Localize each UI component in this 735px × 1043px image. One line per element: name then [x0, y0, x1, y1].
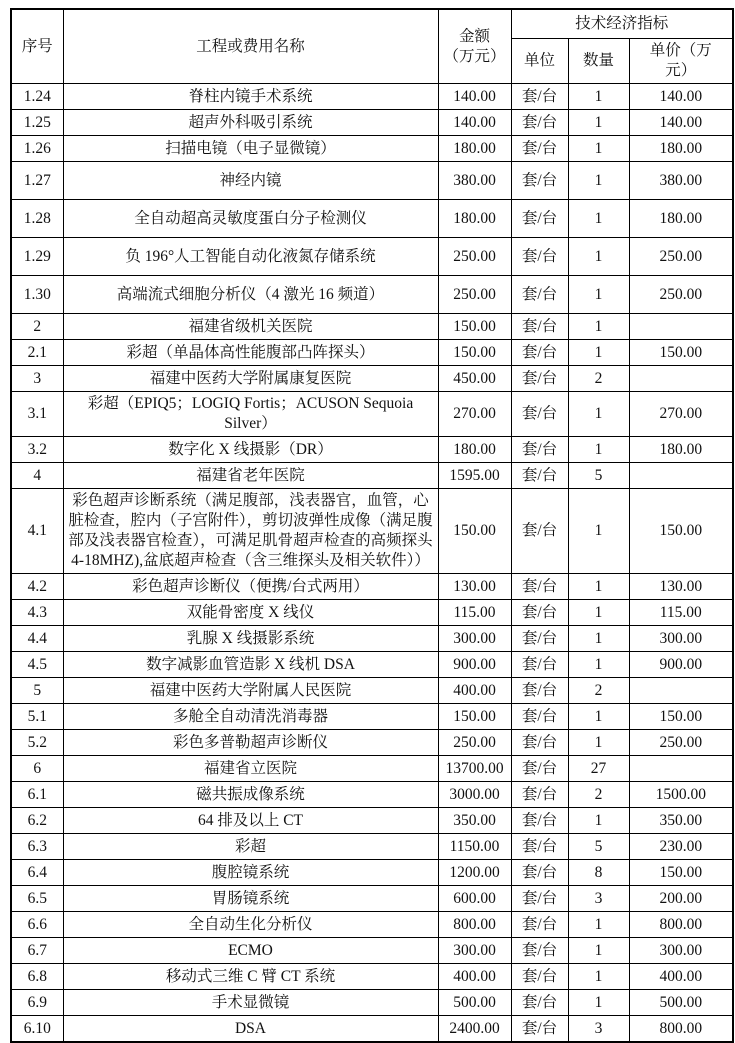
row-serial: 5.1 — [11, 704, 63, 730]
row-unit: 套/台 — [511, 808, 568, 834]
col-header-amount — [438, 9, 511, 84]
row-price: 140.00 — [629, 84, 733, 110]
row-name: 彩超（单晶体高性能腹部凸阵探头） — [63, 340, 438, 366]
row-qty: 1 — [568, 162, 629, 200]
row-name: 腹腔镜系统 — [63, 860, 438, 886]
table-row — [11, 110, 733, 136]
row-unit: 套/台 — [511, 84, 568, 110]
row-price — [629, 678, 733, 704]
row-name: 磁共振成像系统 — [63, 782, 438, 808]
row-serial: 6.2 — [11, 808, 63, 834]
row-unit: 套/台 — [511, 990, 568, 1016]
table-row — [11, 276, 733, 314]
row-price: 900.00 — [629, 652, 733, 678]
row-name: 手术显微镜 — [63, 990, 438, 1016]
row-name: 彩色超声诊断仪（便携/台式两用） — [63, 574, 438, 600]
row-name: 脊柱内镜手术系统 — [63, 84, 438, 110]
row-qty: 1 — [568, 938, 629, 964]
col-header-name: 工程或费用名称 — [63, 9, 438, 84]
row-unit: 套/台 — [511, 392, 568, 437]
row-amount: 1200.00 — [438, 860, 511, 886]
row-serial: 5 — [11, 678, 63, 704]
table-row — [11, 756, 733, 782]
row-serial: 4 — [11, 463, 63, 489]
row-qty: 1 — [568, 704, 629, 730]
row-name: 彩色多普勒超声诊断仪 — [63, 730, 438, 756]
row-serial: 6.9 — [11, 990, 63, 1016]
row-serial: 6.7 — [11, 938, 63, 964]
row-name: 福建中医药大学附属康复医院 — [63, 366, 438, 392]
row-amount: 150.00 — [438, 314, 511, 340]
table-row — [11, 964, 733, 990]
row-amount: 2400.00 — [438, 1016, 511, 1043]
table-row — [11, 730, 733, 756]
row-amount: 115.00 — [438, 600, 511, 626]
row-amount: 380.00 — [438, 162, 511, 200]
table-header — [11, 9, 733, 84]
row-price: 150.00 — [629, 704, 733, 730]
row-name: DSA — [63, 1016, 438, 1043]
table-row — [11, 1016, 733, 1043]
row-amount: 900.00 — [438, 652, 511, 678]
table-row — [11, 463, 733, 489]
row-price: 250.00 — [629, 276, 733, 314]
row-serial: 6.3 — [11, 834, 63, 860]
row-name: 负 196°人工智能自动化液氮存储系统 — [63, 238, 438, 276]
row-amount: 180.00 — [438, 200, 511, 238]
row-amount: 400.00 — [438, 964, 511, 990]
row-amount: 800.00 — [438, 912, 511, 938]
col-header-price-line2: 元） — [665, 62, 697, 79]
row-unit: 套/台 — [511, 1016, 568, 1043]
row-unit: 套/台 — [511, 626, 568, 652]
row-unit: 套/台 — [511, 366, 568, 392]
table-row — [11, 678, 733, 704]
row-price: 150.00 — [629, 489, 733, 574]
row-unit: 套/台 — [511, 200, 568, 238]
row-qty: 1 — [568, 808, 629, 834]
row-qty: 1 — [568, 200, 629, 238]
row-name: 福建省老年医院 — [63, 463, 438, 489]
table-row — [11, 704, 733, 730]
row-qty: 1 — [568, 392, 629, 437]
table-row — [11, 834, 733, 860]
row-name: 胃肠镜系统 — [63, 886, 438, 912]
row-name: 双能骨密度 X 线仪 — [63, 600, 438, 626]
row-qty: 1 — [568, 276, 629, 314]
row-price: 350.00 — [629, 808, 733, 834]
row-qty: 1 — [568, 437, 629, 463]
table-row — [11, 437, 733, 463]
row-serial: 2 — [11, 314, 63, 340]
row-name: 全自动超高灵敏度蛋白分子检测仪 — [63, 200, 438, 238]
row-serial: 3.2 — [11, 437, 63, 463]
row-qty: 1 — [568, 110, 629, 136]
row-qty: 1 — [568, 489, 629, 574]
row-price: 230.00 — [629, 834, 733, 860]
row-name: 高端流式细胞分析仪（4 激光 16 频道） — [63, 276, 438, 314]
row-qty: 1 — [568, 136, 629, 162]
row-unit: 套/台 — [511, 704, 568, 730]
row-qty: 1 — [568, 990, 629, 1016]
row-qty: 1 — [568, 314, 629, 340]
row-price: 380.00 — [629, 162, 733, 200]
row-amount: 150.00 — [438, 340, 511, 366]
row-qty: 3 — [568, 886, 629, 912]
row-qty: 1 — [568, 730, 629, 756]
row-price: 500.00 — [629, 990, 733, 1016]
col-header-group: 技术经济指标 — [511, 9, 733, 39]
row-amount: 3000.00 — [438, 782, 511, 808]
table-row — [11, 886, 733, 912]
row-amount: 13700.00 — [438, 756, 511, 782]
row-unit: 套/台 — [511, 652, 568, 678]
row-unit: 套/台 — [511, 110, 568, 136]
col-header-serial: 序号 — [11, 9, 63, 84]
table-row — [11, 808, 733, 834]
row-serial: 4.2 — [11, 574, 63, 600]
row-name: ECMO — [63, 938, 438, 964]
row-serial: 4.5 — [11, 652, 63, 678]
row-unit: 套/台 — [511, 489, 568, 574]
row-price: 800.00 — [629, 912, 733, 938]
row-serial: 6.8 — [11, 964, 63, 990]
row-qty: 1 — [568, 626, 629, 652]
row-name: 福建省立医院 — [63, 756, 438, 782]
row-serial: 3 — [11, 366, 63, 392]
row-qty: 1 — [568, 84, 629, 110]
row-serial: 6.4 — [11, 860, 63, 886]
row-amount: 250.00 — [438, 730, 511, 756]
row-amount: 150.00 — [438, 489, 511, 574]
row-unit: 套/台 — [511, 136, 568, 162]
row-unit: 套/台 — [511, 314, 568, 340]
row-price: 150.00 — [629, 860, 733, 886]
row-name: 福建省级机关医院 — [63, 314, 438, 340]
row-serial: 4.3 — [11, 600, 63, 626]
row-amount: 180.00 — [438, 136, 511, 162]
row-price: 140.00 — [629, 110, 733, 136]
row-price: 180.00 — [629, 136, 733, 162]
row-serial: 1.28 — [11, 200, 63, 238]
table-row — [11, 162, 733, 200]
row-amount: 140.00 — [438, 110, 511, 136]
row-qty: 2 — [568, 678, 629, 704]
table-row — [11, 84, 733, 110]
row-serial: 6.6 — [11, 912, 63, 938]
row-amount: 250.00 — [438, 238, 511, 276]
row-price: 250.00 — [629, 238, 733, 276]
row-price: 300.00 — [629, 626, 733, 652]
row-serial: 6.5 — [11, 886, 63, 912]
row-serial: 6.10 — [11, 1016, 63, 1043]
row-qty: 1 — [568, 574, 629, 600]
row-serial: 3.1 — [11, 392, 63, 437]
row-amount: 150.00 — [438, 704, 511, 730]
row-name: 扫描电镜（电子显微镜） — [63, 136, 438, 162]
row-amount: 300.00 — [438, 938, 511, 964]
table-body — [11, 84, 733, 1043]
col-header-amount-line1: 金额 — [458, 27, 490, 45]
table-row — [11, 782, 733, 808]
row-serial: 4.1 — [11, 489, 63, 574]
row-name: 多舱全自动清洗消毒器 — [63, 704, 438, 730]
col-header-qty: 数量 — [568, 39, 629, 84]
row-amount: 600.00 — [438, 886, 511, 912]
row-price: 150.00 — [629, 340, 733, 366]
row-price — [629, 463, 733, 489]
row-serial: 1.29 — [11, 238, 63, 276]
row-amount: 350.00 — [438, 808, 511, 834]
row-unit: 套/台 — [511, 886, 568, 912]
table-row — [11, 860, 733, 886]
row-qty: 2 — [568, 782, 629, 808]
row-serial: 1.27 — [11, 162, 63, 200]
table-row — [11, 912, 733, 938]
row-qty: 2 — [568, 366, 629, 392]
table-row — [11, 392, 733, 437]
row-unit: 套/台 — [511, 437, 568, 463]
table-row — [11, 600, 733, 626]
col-header-price — [629, 39, 733, 84]
row-name: 彩超 — [63, 834, 438, 860]
row-unit: 套/台 — [511, 600, 568, 626]
row-name: 彩超（EPIQ5；LOGIQ Fortis；ACUSON Sequoia Silver） — [63, 392, 438, 437]
row-qty: 1 — [568, 238, 629, 276]
row-qty: 1 — [568, 652, 629, 678]
row-qty: 5 — [568, 463, 629, 489]
row-qty: 3 — [568, 1016, 629, 1043]
table-row — [11, 238, 733, 276]
row-unit: 套/台 — [511, 340, 568, 366]
row-amount: 300.00 — [438, 626, 511, 652]
row-unit: 套/台 — [511, 238, 568, 276]
col-header-amount-line2: （万元） — [443, 47, 506, 65]
row-unit: 套/台 — [511, 756, 568, 782]
row-name: 64 排及以上 CT — [63, 808, 438, 834]
row-price: 115.00 — [629, 600, 733, 626]
row-amount: 270.00 — [438, 392, 511, 437]
row-amount: 1595.00 — [438, 463, 511, 489]
row-amount: 140.00 — [438, 84, 511, 110]
row-price: 800.00 — [629, 1016, 733, 1043]
row-price: 1500.00 — [629, 782, 733, 808]
row-price — [629, 756, 733, 782]
row-unit: 套/台 — [511, 276, 568, 314]
row-qty: 1 — [568, 964, 629, 990]
row-price — [629, 366, 733, 392]
row-amount: 1150.00 — [438, 834, 511, 860]
row-price: 400.00 — [629, 964, 733, 990]
row-serial: 5.2 — [11, 730, 63, 756]
table-row — [11, 489, 733, 574]
row-qty: 1 — [568, 340, 629, 366]
row-serial: 2.1 — [11, 340, 63, 366]
row-qty: 1 — [568, 912, 629, 938]
row-name: 神经内镜 — [63, 162, 438, 200]
row-unit: 套/台 — [511, 782, 568, 808]
table-row — [11, 574, 733, 600]
row-unit: 套/台 — [511, 730, 568, 756]
row-serial: 1.24 — [11, 84, 63, 110]
row-amount: 500.00 — [438, 990, 511, 1016]
row-name: 福建中医药大学附属人民医院 — [63, 678, 438, 704]
row-price — [629, 314, 733, 340]
row-name: 数字化 X 线摄影（DR） — [63, 437, 438, 463]
col-header-price-line1: 单价（万 — [649, 42, 712, 59]
table-row — [11, 652, 733, 678]
row-unit: 套/台 — [511, 912, 568, 938]
table-row — [11, 990, 733, 1016]
table-row — [11, 340, 733, 366]
row-name: 乳腺 X 线摄影系统 — [63, 626, 438, 652]
row-price: 250.00 — [629, 730, 733, 756]
table-row — [11, 366, 733, 392]
table-row — [11, 200, 733, 238]
row-unit: 套/台 — [511, 860, 568, 886]
row-amount: 180.00 — [438, 437, 511, 463]
row-price: 300.00 — [629, 938, 733, 964]
row-unit: 套/台 — [511, 938, 568, 964]
row-amount: 450.00 — [438, 366, 511, 392]
cost-table — [10, 8, 734, 1043]
row-unit: 套/台 — [511, 574, 568, 600]
col-header-unit: 单位 — [511, 39, 568, 84]
row-serial: 1.30 — [11, 276, 63, 314]
row-price: 270.00 — [629, 392, 733, 437]
row-serial: 4.4 — [11, 626, 63, 652]
row-unit: 套/台 — [511, 834, 568, 860]
table-row — [11, 314, 733, 340]
row-qty: 5 — [568, 834, 629, 860]
row-name: 移动式三维 C 臂 CT 系统 — [63, 964, 438, 990]
row-qty: 27 — [568, 756, 629, 782]
row-amount: 400.00 — [438, 678, 511, 704]
row-amount: 130.00 — [438, 574, 511, 600]
row-serial: 6 — [11, 756, 63, 782]
row-qty: 8 — [568, 860, 629, 886]
table-row — [11, 626, 733, 652]
row-price: 200.00 — [629, 886, 733, 912]
row-name: 彩色超声诊断系统（满足腹部，浅表器官，血管，心脏检查，腔内（子宫附件），剪切波弹性成像（满足腹部及浅表器官检查），可满足肌骨超声检查的高频探头 4-18MHZ),盆底超声检查（含三维探头及相关软件）） — [63, 489, 438, 574]
row-unit: 套/台 — [511, 463, 568, 489]
row-name: 全自动生化分析仪 — [63, 912, 438, 938]
row-serial: 6.1 — [11, 782, 63, 808]
row-serial: 1.26 — [11, 136, 63, 162]
row-name: 数字减影血管造影 X 线机 DSA — [63, 652, 438, 678]
row-unit: 套/台 — [511, 162, 568, 200]
row-price: 180.00 — [629, 437, 733, 463]
table-row — [11, 938, 733, 964]
row-unit: 套/台 — [511, 678, 568, 704]
row-qty: 1 — [568, 600, 629, 626]
row-price: 130.00 — [629, 574, 733, 600]
table-row — [11, 136, 733, 162]
row-unit: 套/台 — [511, 964, 568, 990]
row-price: 180.00 — [629, 200, 733, 238]
row-amount: 250.00 — [438, 276, 511, 314]
row-name: 超声外科吸引系统 — [63, 110, 438, 136]
row-serial: 1.25 — [11, 110, 63, 136]
